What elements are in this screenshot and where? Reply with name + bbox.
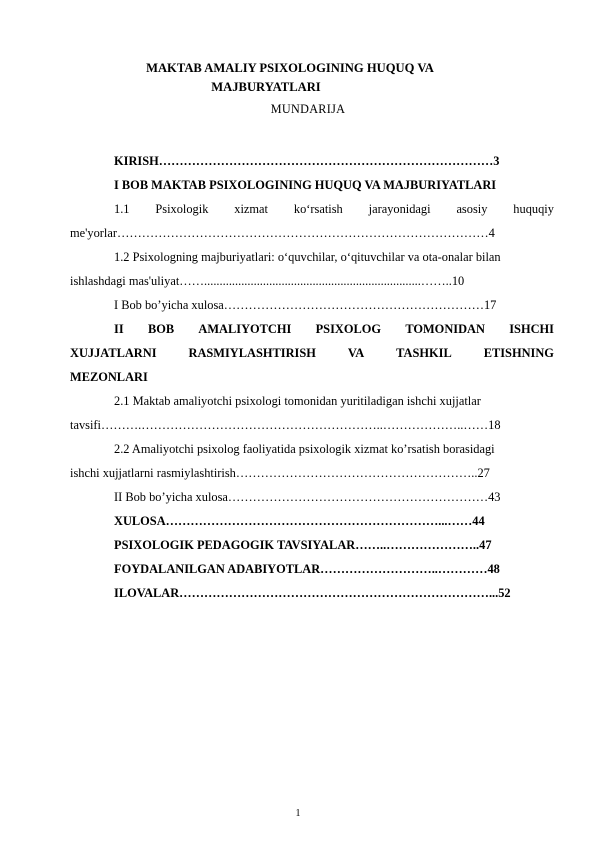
toc-word: TASHKIL (396, 346, 452, 360)
toc-chapter-1-title: I BOB MAKTAB PSIXOLOGINING HUQUQ VA MAJBURIYATLARI (114, 178, 497, 192)
toc-chapter-2-title-line-1 (114, 322, 554, 336)
toc-section-2-1-line: 2.1 Maktab amaliyotchi psixologi tomonidan yuritiladigan ishchi xujjatlar (114, 394, 481, 408)
toc-word: XUJJATLARNI (70, 346, 157, 360)
toc-section-1-2-continuation: ishlashdagi mas'uliyat……......................................................................……..10 (70, 274, 465, 288)
toc-section-1-1-line (114, 202, 554, 216)
toc-word: VA (347, 346, 365, 360)
toc-chapter-2-title-line-3: MEZONLARI (70, 370, 148, 384)
document-title-line-1: MAKTAB AMALIY PSIXOLOGINING HUQUQ VA (146, 61, 434, 75)
toc-word: AMALIYOTCHI (198, 322, 292, 336)
toc-word: xizmat (234, 202, 268, 216)
toc-section-2-1-continuation: tavsifi……….…………………………………………………..………………..……18 (70, 418, 501, 432)
toc-word: ETISHNING (483, 346, 554, 360)
toc-word: II (114, 322, 124, 336)
toc-section-2-2-line: 2.2 Amaliyotchi psixolog faoliyatida psixologik xizmat ko’rsatish borasidagi (114, 442, 495, 456)
toc-word: jarayonidagi (368, 202, 431, 216)
toc-word: RASMIYLASHTIRISH (188, 346, 316, 360)
toc-entry-xulosa: XULOSA…………………………………………………………...……44 (114, 514, 485, 528)
document-title-line-2: MAJBURYATLARI (211, 80, 321, 94)
toc-word: Psixologik (155, 202, 209, 216)
toc-entry-references: FOYDALANILGAN ADABIYOTLAR………………………..…………48 (114, 562, 500, 576)
toc-section-1-2-line: 1.2 Psixologning majburiyatlari: o‘quvchilar, o‘qituvchilar va ota-onalar bilan (114, 250, 501, 264)
toc-word: ko‘rsatish (293, 202, 343, 216)
contents-heading: MUNDARIJA (270, 102, 346, 116)
toc-word: huquqiy (513, 202, 554, 216)
toc-word: PSIXOLOG (315, 322, 382, 336)
toc-word: asosiy (456, 202, 488, 216)
toc-word: BOB (147, 322, 175, 336)
toc-section-1-1-continuation: me'yorlar………………………………………………………………………………4 (70, 226, 495, 240)
toc-word: ISHCHI (509, 322, 554, 336)
page-number: 1 (295, 808, 301, 819)
toc-word: TOMONIDAN (405, 322, 485, 336)
toc-entry-recommendations: PSIXOLOGIK PEDAGOGIK TAVSIYALAR……..…………………..47 (114, 538, 492, 552)
toc-section-2-2-continuation: ishchi xujjatlarni rasmiylashtirish…………………………………………………..27 (70, 466, 490, 480)
toc-entry-kirish: KIRISH………………………………………………………………………3 (114, 154, 500, 168)
toc-chapter-2-summary: II Bob bo’yicha xulosa………………………………………………………43 (114, 490, 501, 504)
toc-chapter-1-summary: I Bob bo’yicha xulosa………………………………………………………17 (114, 298, 497, 312)
toc-entry-appendices: ILOVALAR…………………………………………………………………...52 (114, 586, 511, 600)
toc-chapter-2-title-line-2 (70, 346, 554, 360)
toc-word: 1.1 (114, 202, 130, 216)
